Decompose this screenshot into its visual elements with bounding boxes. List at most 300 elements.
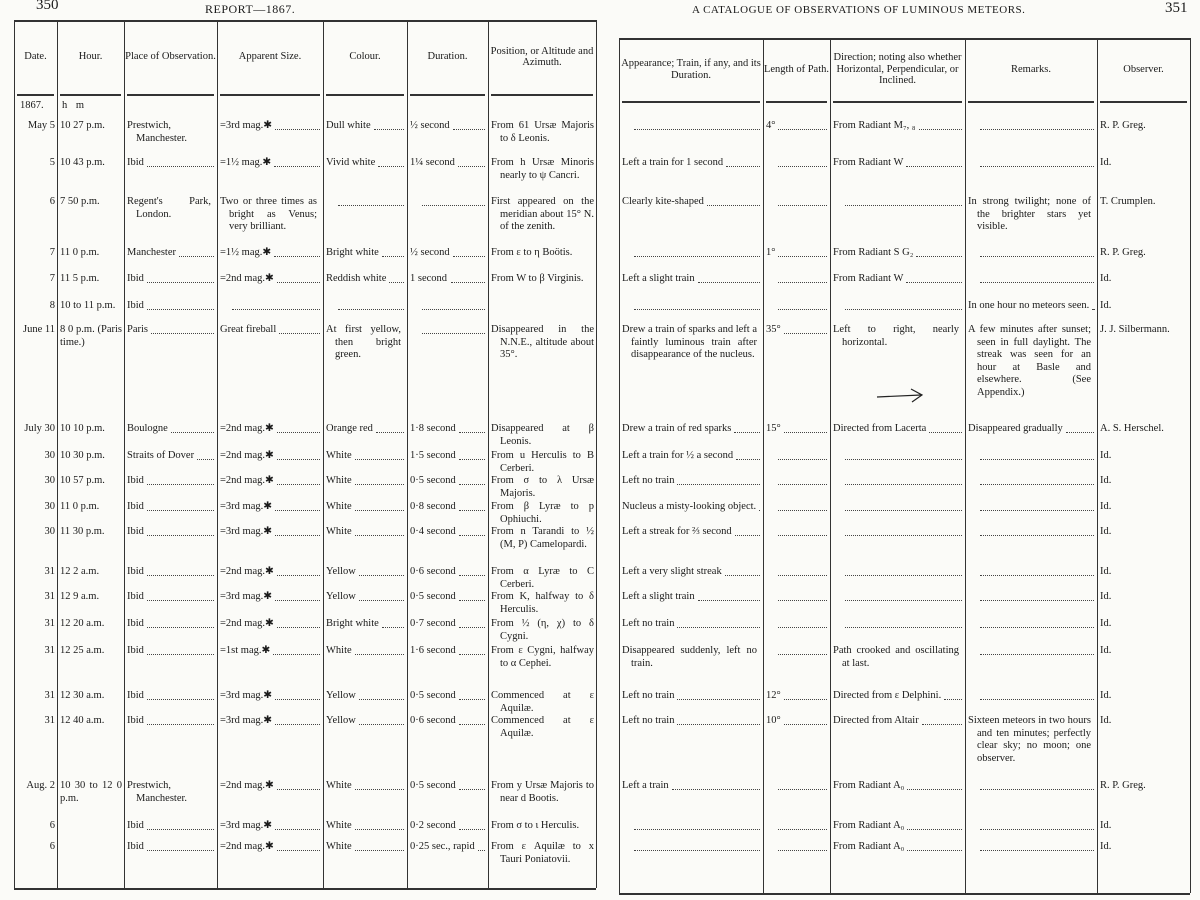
appearance-text: Nucleus a misty-looking object. [622, 501, 757, 512]
position-text: From h Ursæ Minoris nearly to ψ Cancri. [491, 157, 594, 181]
appearance-text: Left a slight train [622, 591, 695, 602]
date-text: 30 [44, 501, 55, 512]
dot-leader [778, 273, 827, 283]
dot-leader [980, 645, 1094, 655]
dot-leader [784, 423, 827, 433]
date-text: July 30 [24, 423, 55, 434]
duration-text: 1 second [410, 273, 448, 284]
colour-text: White [326, 820, 352, 831]
cell-path-length [764, 526, 830, 539]
cell-path-length [764, 423, 830, 436]
position-text: From σ to λ Ursæ Majoris. [491, 475, 594, 499]
column-header-colour: Colour. [349, 51, 381, 63]
place-text: Regent's Park, London. [127, 196, 211, 220]
appearance-text: Left no train [622, 715, 675, 726]
dot-leader [784, 690, 827, 700]
apparent-size-text: =2nd mag.✱ [220, 273, 274, 284]
cell-direction [831, 157, 965, 170]
dot-leader [707, 196, 760, 206]
cell-path-length [764, 780, 830, 793]
cell-direction [831, 196, 965, 209]
dot-leader [677, 475, 760, 485]
observer-text: Id. [1100, 501, 1112, 512]
apparent-size-text: =2nd mag.✱ [220, 780, 274, 791]
position-text: From ε Aquilæ to x Tauri Poniatovii. [491, 841, 594, 865]
dot-leader [845, 475, 962, 485]
colour-text: At first yellow, then bright green. [326, 324, 401, 361]
cell-path-length [764, 324, 830, 337]
column-header-observer: Observer. [1123, 63, 1164, 75]
cell-observer [1098, 526, 1190, 539]
column-header-apparent-size: Apparent Size. [238, 51, 302, 63]
cell-appearance [620, 841, 763, 854]
cell-appearance [620, 645, 763, 670]
date-text: 6 [49, 196, 55, 207]
date-text: Aug. 2 [26, 780, 55, 791]
cell-path-length [764, 157, 830, 170]
hour-text: 10 10 p.m. [60, 423, 105, 434]
cell-path-length [764, 841, 830, 854]
position-text: From n Tarandi to ½ (M, P) Camelopardi. [491, 526, 594, 550]
cell-direction [831, 300, 965, 313]
cell-direction [831, 618, 965, 631]
appearance-text: Disappeared suddenly, left no train. [622, 645, 757, 669]
place-text: Ibid [127, 157, 144, 168]
observer-text: Id. [1100, 591, 1112, 602]
position-text: First appeared on the meridian about 15° N. of the zenith. [491, 196, 594, 233]
observer-text: Id. [1100, 566, 1112, 577]
hour-text: 8 0 p.m. (Paris time.) [60, 324, 122, 348]
cell-direction [831, 690, 965, 703]
position-text: From ½ (η, χ) to δ Cygni. [491, 618, 594, 642]
appearance-text: Left a train for ½ a second [622, 450, 734, 461]
direction-text: Left to right, nearly horizontal. [833, 324, 959, 348]
hour-text: 12 30 a.m. [60, 690, 105, 701]
place-text: Ibid [127, 526, 144, 537]
hour-text: 12 20 a.m. [60, 618, 105, 629]
cell-observer [1098, 300, 1190, 313]
date-text: 31 [44, 618, 55, 629]
column-header-duration: Duration. [427, 51, 468, 63]
duration-text: 1·5 second [410, 450, 456, 461]
observer-text: Id. [1100, 475, 1112, 486]
colour-text: Yellow [326, 690, 356, 701]
cell-remarks [966, 841, 1097, 854]
place-text: Ibid [127, 475, 144, 486]
apparent-size-text: =1st mag.✱ [220, 645, 271, 656]
dot-leader [778, 618, 827, 628]
duration-text: 0·6 second [410, 715, 456, 726]
apparent-size-text: Two or three times as bright as Venus; very brilliant. [220, 196, 317, 233]
dot-leader [736, 450, 760, 460]
cell-appearance [620, 820, 763, 833]
dot-leader [778, 247, 827, 257]
dot-leader [916, 247, 962, 257]
right-running-head: A CATALOGUE OF OBSERVATIONS OF LUMINOUS METEORS. [692, 4, 1026, 16]
path-length-text: 1° [766, 247, 776, 258]
date-text: 31 [44, 591, 55, 602]
cell-path-length [764, 618, 830, 631]
observer-text: Id. [1100, 645, 1112, 656]
place-text: Ibid [127, 618, 144, 629]
observer-text: Id. [1100, 157, 1112, 168]
apparent-size-text: =1½ mag.✱ [220, 157, 272, 168]
duration-text: 0·5 second [410, 475, 456, 486]
position-text: From W to β Virginis. [491, 273, 584, 284]
date-text: 6 [49, 820, 55, 831]
cell-direction [831, 841, 965, 854]
cell-direction [831, 247, 965, 260]
cell-appearance [620, 247, 763, 260]
date-text: 31 [44, 645, 55, 656]
cell-direction [831, 475, 965, 488]
position-text: Disappeared at β Leonis. [491, 423, 594, 447]
apparent-size-text: =3rd mag.✱ [220, 820, 273, 831]
hour-text: 11 0 p.m. [60, 247, 100, 258]
direction-text: Directed from Altair [833, 715, 919, 726]
appearance-text: Left no train [622, 475, 675, 486]
cell-appearance [620, 780, 763, 793]
dot-leader [759, 501, 760, 511]
dot-leader [778, 475, 827, 485]
position-text: Commenced at ε Aquilæ. [491, 715, 594, 739]
place-text: Ibid [127, 273, 144, 284]
cell-direction [831, 273, 965, 286]
left-page-number: 350 [36, 0, 59, 13]
position-text: From K, halfway to δ Herculis. [491, 591, 594, 615]
position-text: Commenced at ε Aquilæ. [491, 690, 594, 714]
remarks-text: In strong twilight; none of the brighter stars yet visible. [968, 196, 1091, 233]
cell-direction [831, 715, 965, 728]
place-text: Prestwich, Manchester. [127, 120, 188, 144]
cell-observer [1098, 645, 1190, 658]
apparent-size-text: =3rd mag.✱ [220, 715, 273, 726]
hour-text: 11 30 p.m. [60, 526, 105, 537]
dot-leader [980, 273, 1094, 283]
appearance-text: Left a train [622, 780, 669, 791]
observer-text: Id. [1100, 300, 1112, 311]
cell-observer [1098, 841, 1190, 854]
cell-remarks [966, 501, 1097, 514]
cell-path-length [764, 300, 830, 313]
colour-text: Vivid white [326, 157, 376, 168]
appearance-text: Left a streak for ⅔ second [622, 526, 732, 537]
cell-direction [831, 820, 965, 833]
cell-appearance [620, 324, 763, 362]
hour-text: 10 30 to 12 0 p.m. [60, 780, 122, 804]
cell-remarks [966, 247, 1097, 260]
dot-leader [778, 566, 827, 576]
place-text: Ibid [127, 690, 144, 701]
path-length-text: 15° [766, 423, 781, 434]
cell-observer [1098, 820, 1190, 833]
dot-leader [980, 526, 1094, 536]
duration-text: 0·2 second [410, 820, 456, 831]
direction-text: From Radiant A₀ [833, 780, 905, 791]
colour-text: White [326, 475, 352, 486]
duration-text: 0·8 second [410, 501, 456, 512]
appearance-text: Left a slight train [622, 273, 695, 284]
position-text: From 61 Ursæ Majoris to δ Leonis. [491, 120, 594, 144]
cell-appearance [620, 157, 763, 170]
path-length-text: 35° [766, 324, 781, 335]
cell-path-length [764, 566, 830, 579]
cell-appearance [620, 501, 763, 514]
remarks-text: Sixteen meteors in two hours and ten minutes; perfectly clear sky; no moon; one observer. [968, 715, 1091, 764]
date-text: 30 [44, 475, 55, 486]
header-rule [833, 101, 962, 103]
left-running-head: REPORT—1867. [205, 2, 296, 16]
path-length-text: 10° [766, 715, 781, 726]
hour-text: 12 9 a.m. [60, 591, 100, 602]
direction-text: From Radiant A₀ [833, 841, 905, 852]
place-text: Manchester [127, 247, 176, 258]
cell-remarks [966, 324, 1097, 400]
cell-path-length [764, 450, 830, 463]
appearance-text: Drew a train of sparks and left a faintly luminous train after disappearance of the nucleus. [622, 324, 757, 361]
cell-direction [831, 526, 965, 539]
dot-leader [735, 526, 760, 536]
cell-remarks [966, 273, 1097, 286]
dot-leader [778, 120, 827, 130]
appearance-text: Left a very slight streak [622, 566, 722, 577]
dot-leader [698, 591, 760, 601]
cell-appearance [620, 715, 763, 728]
dot-leader [698, 273, 760, 283]
duration-text: 0·6 second [410, 566, 456, 577]
cell-appearance [620, 475, 763, 488]
date-text: June 11 [23, 324, 55, 335]
cell-observer [1098, 450, 1190, 463]
dot-leader [778, 780, 827, 790]
cell-path-length [764, 820, 830, 833]
dot-leader [980, 475, 1094, 485]
hour-text: 10 30 p.m. [60, 450, 105, 461]
cell-appearance [620, 591, 763, 604]
dot-leader [980, 501, 1094, 511]
apparent-size-text: =3rd mag.✱ [220, 120, 273, 131]
dot-leader [919, 120, 962, 130]
date-text: 6 [49, 841, 55, 852]
dot-leader [778, 841, 827, 851]
direction-text: From Radiant W [833, 157, 904, 168]
dot-leader [634, 841, 760, 851]
observer-text: Id. [1100, 690, 1112, 701]
date-text: 7 [49, 273, 55, 284]
cell-observer [1098, 324, 1190, 337]
observer-text: Id. [1100, 450, 1112, 461]
cell-path-length [764, 690, 830, 703]
position-text: From y Ursæ Majoris to near d Bootis. [491, 780, 594, 804]
year-label: 1867. [20, 100, 44, 111]
column-header-direction: Direction; noting also whether Horizontal, Perpendicular, or Inclined. [833, 52, 962, 87]
dot-leader [922, 715, 962, 725]
observer-text: R. P. Greg. [1100, 780, 1146, 791]
dot-leader [845, 526, 962, 536]
cell-remarks [966, 591, 1097, 604]
place-text: Ibid [127, 566, 144, 577]
cell-path-length [764, 120, 830, 133]
position-text: Disappeared in the N.N.E., altitude about 35°. [491, 324, 594, 361]
hour-text: 10 43 p.m. [60, 157, 105, 168]
hour-text: 7 50 p.m. [60, 196, 100, 207]
date-text: 5 [49, 157, 55, 168]
remarks-text: Disappeared gradually [968, 423, 1063, 434]
dot-leader [980, 618, 1094, 628]
cell-path-length [764, 715, 830, 728]
observer-text: J. J. Silbermann. [1100, 324, 1170, 335]
cell-direction [831, 566, 965, 579]
cell-appearance [620, 450, 763, 463]
cell-path-length [764, 475, 830, 488]
colour-text: Dull white [326, 120, 371, 131]
right-page-number: 351 [1165, 0, 1188, 16]
cell-direction [831, 450, 965, 463]
apparent-size-text: =3rd mag.✱ [220, 591, 273, 602]
hour-text: 10 57 p.m. [60, 475, 105, 486]
dot-leader [778, 820, 827, 830]
dot-leader [677, 690, 760, 700]
cell-remarks [966, 300, 1097, 313]
cell-observer [1098, 423, 1190, 436]
header-rule [1100, 101, 1187, 103]
cell-appearance [620, 566, 763, 579]
date-text: 8 [49, 300, 55, 311]
place-text: Ibid [127, 841, 144, 852]
hour-units-label: h m [62, 100, 85, 111]
dot-leader [778, 501, 827, 511]
colour-text: Yellow [326, 591, 356, 602]
dot-leader [845, 591, 962, 601]
duration-text: 0·5 second [410, 591, 456, 602]
cell-remarks [966, 450, 1097, 463]
column-header-appearance: Appearance; Train, if any, and its Duration. [621, 58, 761, 81]
cell-remarks [966, 423, 1097, 436]
dot-leader [907, 780, 962, 790]
cell-remarks [966, 157, 1097, 170]
column-header-position: Position, or Altitude and Azimuth. [490, 45, 594, 68]
hour-text: 12 2 a.m. [60, 566, 100, 577]
position-text: From ε to η Boötis. [491, 247, 573, 258]
header-rule [622, 101, 760, 103]
apparent-size-text: =2nd mag.✱ [220, 423, 274, 434]
cell-appearance [620, 423, 763, 436]
dot-leader [980, 566, 1094, 576]
dot-leader [634, 820, 760, 830]
dot-leader [677, 715, 760, 725]
column-rule [1190, 38, 1191, 893]
appearance-text: Left no train [622, 618, 675, 629]
dot-leader [634, 120, 760, 130]
dot-leader [634, 300, 760, 310]
cell-observer [1098, 618, 1190, 631]
colour-text: White [326, 780, 352, 791]
colour-text: Yellow [326, 715, 356, 726]
observer-text: R. P. Greg. [1100, 120, 1146, 131]
cell-observer [1098, 591, 1190, 604]
colour-text: White [326, 526, 352, 537]
dot-leader [734, 423, 760, 433]
observer-text: Id. [1100, 820, 1112, 831]
apparent-size-text: =2nd mag.✱ [220, 450, 274, 461]
remarks-text: A few minutes after sunset; seen in full daylight. The streak was seen for an hour at Basle and elsewhere. (See Appendix.) [968, 324, 1091, 398]
dot-leader [778, 196, 827, 206]
duration-text: 0·7 second [410, 618, 456, 629]
dot-leader [845, 566, 962, 576]
direction-text: Directed from Lacerta [833, 423, 927, 434]
cell-observer [1098, 501, 1190, 514]
cell-appearance [620, 120, 763, 133]
observer-text: R. P. Greg. [1100, 247, 1146, 258]
apparent-size-text: =3rd mag.✱ [220, 526, 273, 537]
table-bottom-rule [619, 893, 1190, 895]
cell-direction [831, 423, 965, 436]
dot-leader [784, 715, 827, 725]
dot-leader [845, 618, 962, 628]
duration-text: 1¼ second [410, 157, 455, 168]
dot-leader [980, 841, 1094, 851]
colour-text: Bright white [326, 618, 379, 629]
place-text: Paris [127, 324, 148, 335]
cell-observer [1098, 475, 1190, 488]
observer-text: Id. [1100, 841, 1112, 852]
hour-text: 12 25 a.m. [60, 645, 105, 656]
duration-text: ½ second [410, 120, 450, 131]
cell-direction [831, 120, 965, 133]
cell-appearance [620, 690, 763, 703]
dot-leader [906, 273, 962, 283]
position-text: From u Herculis to B Cerberi. [491, 450, 594, 474]
cell-remarks [966, 475, 1097, 488]
place-text: Straits of Dover [127, 450, 195, 461]
dot-leader [778, 300, 827, 310]
cell-remarks [966, 196, 1097, 234]
observer-text: Id. [1100, 526, 1112, 537]
column-header-path-length: Length of Path. [763, 63, 830, 75]
dot-leader [784, 324, 827, 334]
dot-leader [907, 841, 962, 851]
cell-remarks [966, 820, 1097, 833]
apparent-size-text: =2nd mag.✱ [220, 566, 274, 577]
duration-text: 0·5 second [410, 780, 456, 791]
dot-leader [672, 780, 760, 790]
path-length-text: 4° [766, 120, 776, 131]
cell-appearance [620, 273, 763, 286]
cell-path-length [764, 273, 830, 286]
dot-leader [929, 423, 962, 433]
cell-remarks [966, 120, 1097, 133]
duration-text: 0·25 sec., rapid [410, 841, 475, 852]
observer-text: Id. [1100, 618, 1112, 629]
cell-path-length [764, 196, 830, 209]
cell-remarks [966, 618, 1097, 631]
cell-remarks [966, 566, 1097, 579]
dot-leader [980, 450, 1094, 460]
date-text: 31 [44, 715, 55, 726]
dot-leader [1092, 300, 1094, 310]
dot-leader [845, 196, 962, 206]
cell-observer [1098, 120, 1190, 133]
dot-leader [845, 501, 962, 511]
cell-path-length [764, 501, 830, 514]
apparent-size-text: =2nd mag.✱ [220, 841, 274, 852]
hour-text: 10 27 p.m. [60, 120, 105, 131]
dot-leader [980, 690, 1094, 700]
apparent-size-text: =2nd mag.✱ [220, 618, 274, 629]
date-text: May 5 [27, 120, 55, 131]
cell-observer [1098, 196, 1190, 209]
dot-leader [725, 566, 760, 576]
